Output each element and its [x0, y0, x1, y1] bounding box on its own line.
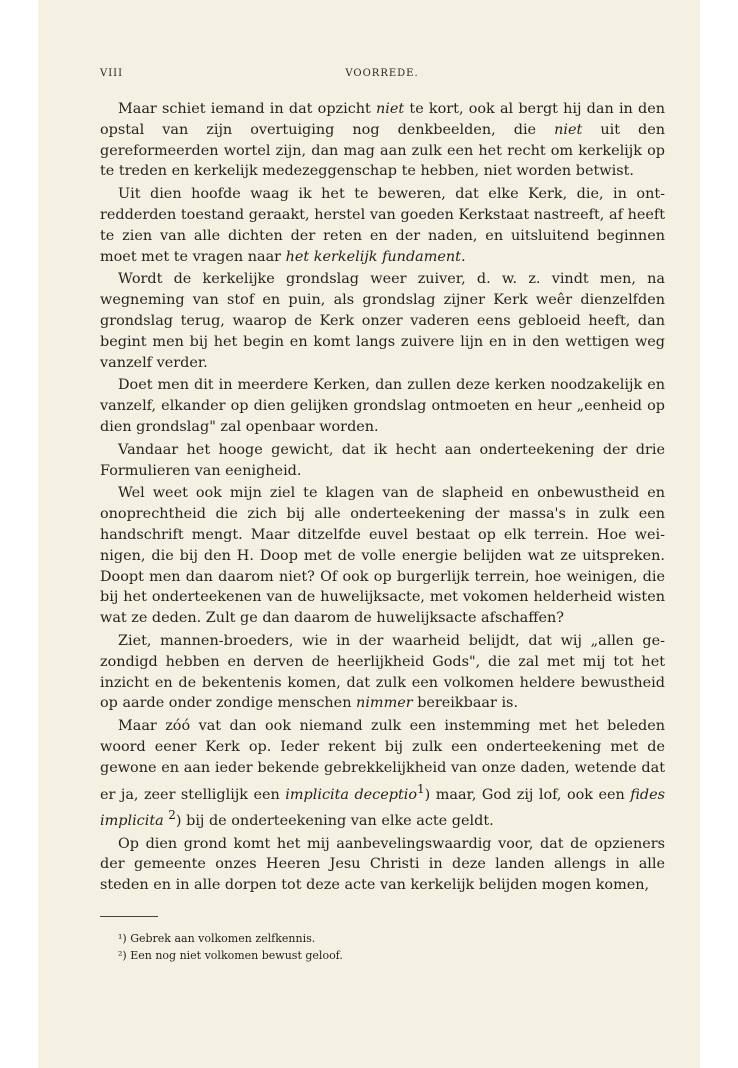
- page-number: VIII: [100, 68, 124, 79]
- footnote-divider: [100, 916, 158, 917]
- paragraph-2: Uit dien hoofde waag ik het te beweren, dat elke Kerk, die, in ontredderden toestand geraakt, herstel van goeden Kerkstaat nastreeft, af heeft te zien van alle dichten der reten en der naden, en uitsluitend beginnen moet met te vragen naar het kerkelijk fundament.: [100, 186, 665, 265]
- footnote-ref-2: 2: [168, 808, 176, 823]
- paragraph-5: Vandaar het hooge gewicht, dat ik hecht aan onderteekening der drie Formulieren van eenigheid.: [100, 441, 665, 479]
- paragraph-7: Ziet, mannen-broeders, wie in der waarheid belijdt, dat wij „allen gezondigd hebben en derven de heerlijkheid Gods", die zal met mij tot het inzicht en de bekentenis komen, dat zulk een volkomen heldere bewustheid op aarde onder zondige menschen nimmer bereikbaar is.: [100, 632, 665, 712]
- footnote-ref-1: 1: [417, 781, 425, 796]
- footnote-2: ²) Een nog niet volkomen bewust geloof.: [118, 949, 343, 962]
- paragraph-3: Wordt de kerkelijke grondslag weer zuiver, d. w. z. vindt men, na wegneming van stof en puin, als grondslag zijner Kerk weêr dienzelfden grondslag terug, waarop de Kerk onzer vaderen eens gebloeid heeft, dan begint men bij het begin en komt langs zuivere lijn en in den wettigen weg vanzelf verder.: [100, 271, 665, 371]
- footnote-1: ¹) Gebrek aan volkomen zelfkennis.: [118, 932, 316, 945]
- paragraph-8: Maar zóó vat dan ook niemand zulk een instemming met het beleden woord eener Kerk op. Ieder rekent bij zulk een onderteekening met de gewone en aan ieder bekende gebrekkelijkheid van onze daden, wetende dat er ja, zeer stelliglijk een implicita deceptio$^1$) maar, God zij lof, ook een fides implicita $^2$) bij de onderteekening van elke acte geldt.: [100, 718, 666, 829]
- paragraph-9: Op dien grond komt het mij aanbevelingswaardig voor, dat de opzieners der gemeente onzes Heeren Jesu Christi in deze landen allengs in alle steden en in alle dorpen tot deze acte van kerkelijk belijden mogen komen,: [100, 835, 665, 894]
- paragraph-4: Doet men dit in meerdere Kerken, dan zullen deze kerken noodzakelijk en vanzelf, elkander op dien gelijken grondslag ontmoeten en heur „eenheid op dien grondslag" zal openbaar worden.: [100, 377, 665, 435]
- paragraph-1: Maar schiet iemand in dat opzicht niet te kort, ook al bergt hij dan in den opstal van zijn overtuiging nog denkbeelden, die niet uit den gereformeerden wortel zijn, dan mag aan zulk een het recht om kerkelijk op te treden en kerkelijk medezeggenschap te hebben, niet worden betwist.: [100, 101, 666, 180]
- paragraph-6: Wel weet ook mijn ziel te klagen van de slapheid en onbewustheid en onoprechtheid die zich bij alle onderteekening der massa's in zulk een handschrift mengt. Maar ditzelfde euvel bestaat op elk terrein. Hoe weinigen, die bij den H. Doop met de volle energie belijden wat ze uitspreken. Doopt men dan daarom niet? Of ook op burgerlijk terrein, hoe weinigen, die bij het onderteekenen van de huwelijksacte, met vokomen helderheid wisten wat ze deden. Zult ge dan daarom de huwelijksacte afschaffen?: [100, 485, 665, 627]
- book-page: [38, 0, 700, 1068]
- body-text: [100, 99, 665, 898]
- footnotes: [100, 930, 660, 964]
- running-title: VOORREDE.: [345, 68, 419, 79]
